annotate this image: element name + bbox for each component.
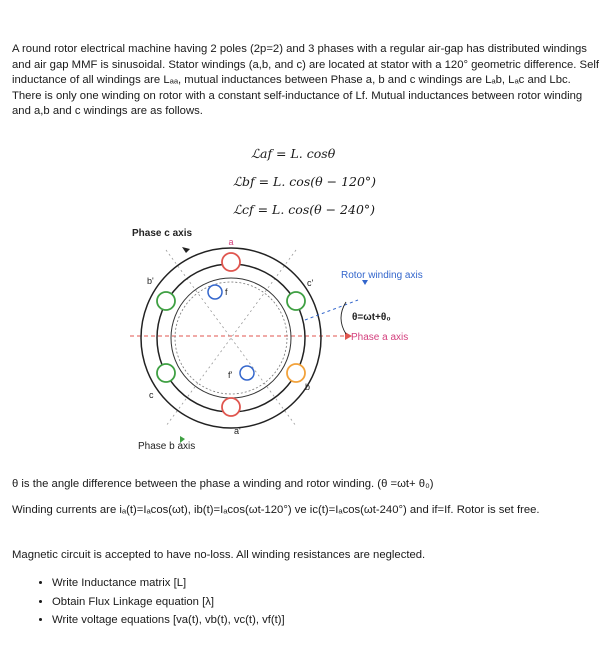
- phase-b-axis-label: Phase b axis: [138, 441, 196, 452]
- label-a-prime: a': [234, 426, 241, 436]
- label-b: b: [305, 382, 311, 392]
- coil-a-prime: [222, 398, 240, 416]
- label-a: a: [228, 237, 234, 247]
- label-c: c: [149, 390, 154, 400]
- coil-c: [157, 364, 175, 382]
- task-item: • Write voltage equations [va(t), vb(t), vc(t), vf(t)]: [52, 611, 285, 630]
- magnetic-circuit-note: Magnetic circuit is accepted to have no-loss. All winding resistances are neglected.: [12, 549, 426, 561]
- machine-diagram: [100, 220, 490, 470]
- stator-inner-ring: [157, 264, 305, 412]
- coil-b: [287, 364, 305, 382]
- label-f-prime: f': [228, 370, 233, 380]
- equation-bf: ℒbf = L. cos(θ − 120°): [233, 174, 377, 189]
- theta-arc: [341, 302, 346, 334]
- rotor-axis-label: Rotor winding axis: [341, 270, 423, 281]
- theta-label: θ=ωt+θ₀: [352, 312, 391, 323]
- coil-b-prime: [157, 292, 175, 310]
- phase-c-arrow-icon: [182, 247, 190, 253]
- task-list: [12, 574, 285, 630]
- task-item: • Obtain Flux Linkage equation [λ]: [52, 593, 285, 612]
- rotor-coil-f: [208, 285, 222, 299]
- equation-af: ℒaf = L. cosθ: [251, 146, 336, 161]
- winding-currents: Winding currents are iₐ(t)=Iₐcos(ωt), ib(t)=Iₐcos(ωt-120°) ve ic(t)=Iₐcos(ωt-240°) and if=If. Rotor is set free.: [12, 504, 540, 516]
- theta-definition: θ is the angle difference between the phase a winding and rotor winding. (θ =ωt+ θ₀): [12, 478, 434, 490]
- label-c-prime: c': [307, 278, 314, 288]
- problem-intro: A round rotor electrical machine having 2 poles (2p=2) and 3 phases with a regular air-gap has distributed windings and air gap MMF is sinusoidal. Stator windings (a,b, and c) are located at stator with a 120° geometric difference. Self inductance of all windings are Lₐₐ, mutual inductances between Phase a, b and c windings are Lₐb, Lₐc and Lbc. There is only one winding on rotor with a constant self-inductance of Lf. Mutual inductances between rotor winding and a,b and c windings are as follows.: [12, 43, 600, 118]
- coil-c-prime: [287, 292, 305, 310]
- equation-cf: ℒcf = L. cos(θ − 240°): [233, 202, 376, 217]
- label-f: f: [225, 287, 228, 297]
- phase-a-axis-label: Phase a axis: [351, 332, 409, 343]
- rotor-coil-f-prime: [240, 366, 254, 380]
- phase-c-axis-label: Phase c axis: [132, 228, 193, 239]
- rotor-axis-line: [305, 300, 358, 320]
- task-item: • Write Inductance matrix [L]: [52, 574, 285, 593]
- coil-a: [222, 253, 240, 271]
- label-b-prime: b': [147, 276, 154, 286]
- rotor-outer: [171, 278, 291, 398]
